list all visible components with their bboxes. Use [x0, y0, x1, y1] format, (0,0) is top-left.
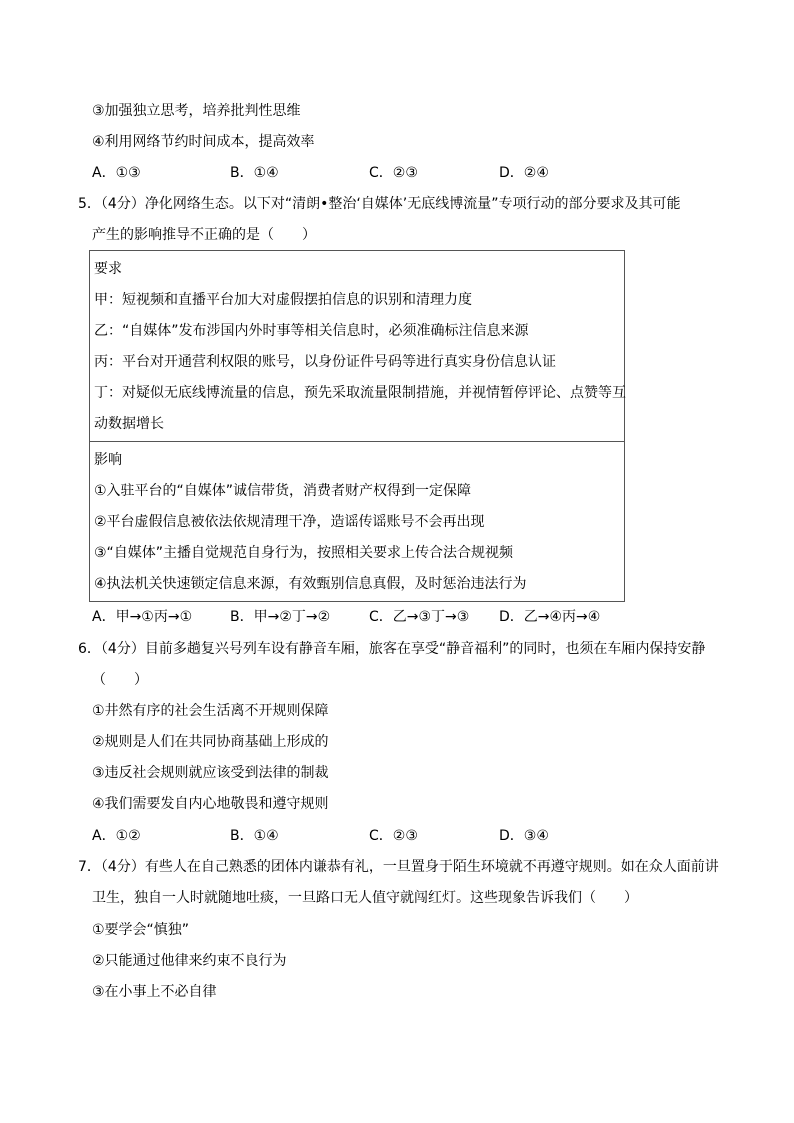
- effects-header: 影响: [94, 452, 122, 468]
- q7-stem-line1: 7．（4分）有些人在自己熟悉的团体内谦恭有礼，一旦置身于陌生环境就不再遵守规则。如在众人面前讲: [78, 859, 719, 875]
- q6-statement-2: ②规则是人们在共同协商基础上形成的: [92, 734, 329, 750]
- q5-option-b[interactable]: B．甲→②丁→②: [230, 609, 331, 625]
- requirement-bing: 丙：平台对开通营利权限的账号，以身份证件号码等进行真实身份信息认证: [94, 354, 556, 370]
- q5-option-d[interactable]: D．乙→④丙→④: [499, 609, 601, 625]
- effect-3: ③“自媒体”主播自觉规范自身行为，按照相关要求上传合法合规视频: [94, 545, 514, 561]
- q4-option-a[interactable]: A．①③: [92, 165, 141, 181]
- q6-statement-3: ③违反社会规则就应该受到法律的制裁: [92, 765, 329, 781]
- q5-option-a[interactable]: A．甲→①丙→①: [92, 609, 193, 625]
- q7-statement-3: ③在小事上不必自律: [92, 984, 217, 1000]
- q4-option-d[interactable]: D．②④: [499, 165, 549, 181]
- q7-statement-1: ①要学会“慎独”: [92, 922, 190, 938]
- q6-statement-4: ④我们需要发自内心地敬畏和遵守规则: [92, 796, 329, 812]
- q4-option-b[interactable]: B．①④: [230, 165, 279, 181]
- requirement-jia: 甲：短视频和直播平台加大对虚假摆拍信息的识别和清理力度: [94, 292, 472, 308]
- table-divider: [90, 441, 624, 442]
- requirements-header: 要求: [94, 261, 122, 277]
- q5-requirements-effects-table: [89, 250, 625, 602]
- requirement-ding-line1: 丁：对疑似无底线博流量的信息，预先采取流量限制措施，并视情暂停评论、点赞等互: [94, 385, 626, 401]
- q6-option-a[interactable]: A．①②: [92, 828, 141, 844]
- requirement-yi: 乙：“自媒体”发布涉国内外时事等相关信息时，必须准确标注信息来源: [94, 323, 529, 339]
- q5-stem-line1: 5．（4分）净化网络生态。以下对“清朗•整治‘自媒体’无底线博流量”专项行动的部分要求及其可能: [78, 196, 681, 212]
- q5-stem-line2: 产生的影响推导不正确的是（ ）: [92, 227, 316, 243]
- q4-statement-4: ④利用网络节约时间成本，提高效率: [92, 134, 315, 150]
- q6-option-b[interactable]: B．①④: [230, 828, 279, 844]
- q6-statement-1: ①井然有序的社会生活离不开规则保障: [92, 703, 329, 719]
- q4-option-c[interactable]: C．②③: [369, 165, 418, 181]
- q6-stem-line1: 6．（4分）目前多趟复兴号列车设有静音车厢，旅客在享受“静音福利”的同时，也须在车厢内保持安静: [78, 641, 706, 657]
- q7-statement-2: ②只能通过他律来约束不良行为: [92, 953, 287, 969]
- q6-stem-line2: （ ）: [92, 672, 148, 688]
- effect-2: ②平台虚假信息被依法依规清理干净，造谣传谣账号不会再出现: [94, 514, 485, 530]
- q6-option-c[interactable]: C．②③: [369, 828, 418, 844]
- effect-1: ①入驻平台的“自媒体”诚信带货，消费者财产权得到一定保障: [94, 483, 472, 499]
- q7-stem-line2: 卫生，独自一人时就随地吐痰，一旦路口无人值守就闯红灯。这些现象告诉我们（ ）: [92, 890, 638, 906]
- q5-option-c[interactable]: C．乙→③丁→③: [369, 609, 470, 625]
- q4-statement-3: ③加强独立思考，培养批判性思维: [92, 103, 301, 119]
- q6-option-d[interactable]: D．③④: [499, 828, 549, 844]
- requirement-ding-line2: 动数据增长: [94, 416, 164, 432]
- effect-4: ④执法机关快速锁定信息来源，有效甄别信息真假，及时惩治违法行为: [94, 576, 527, 592]
